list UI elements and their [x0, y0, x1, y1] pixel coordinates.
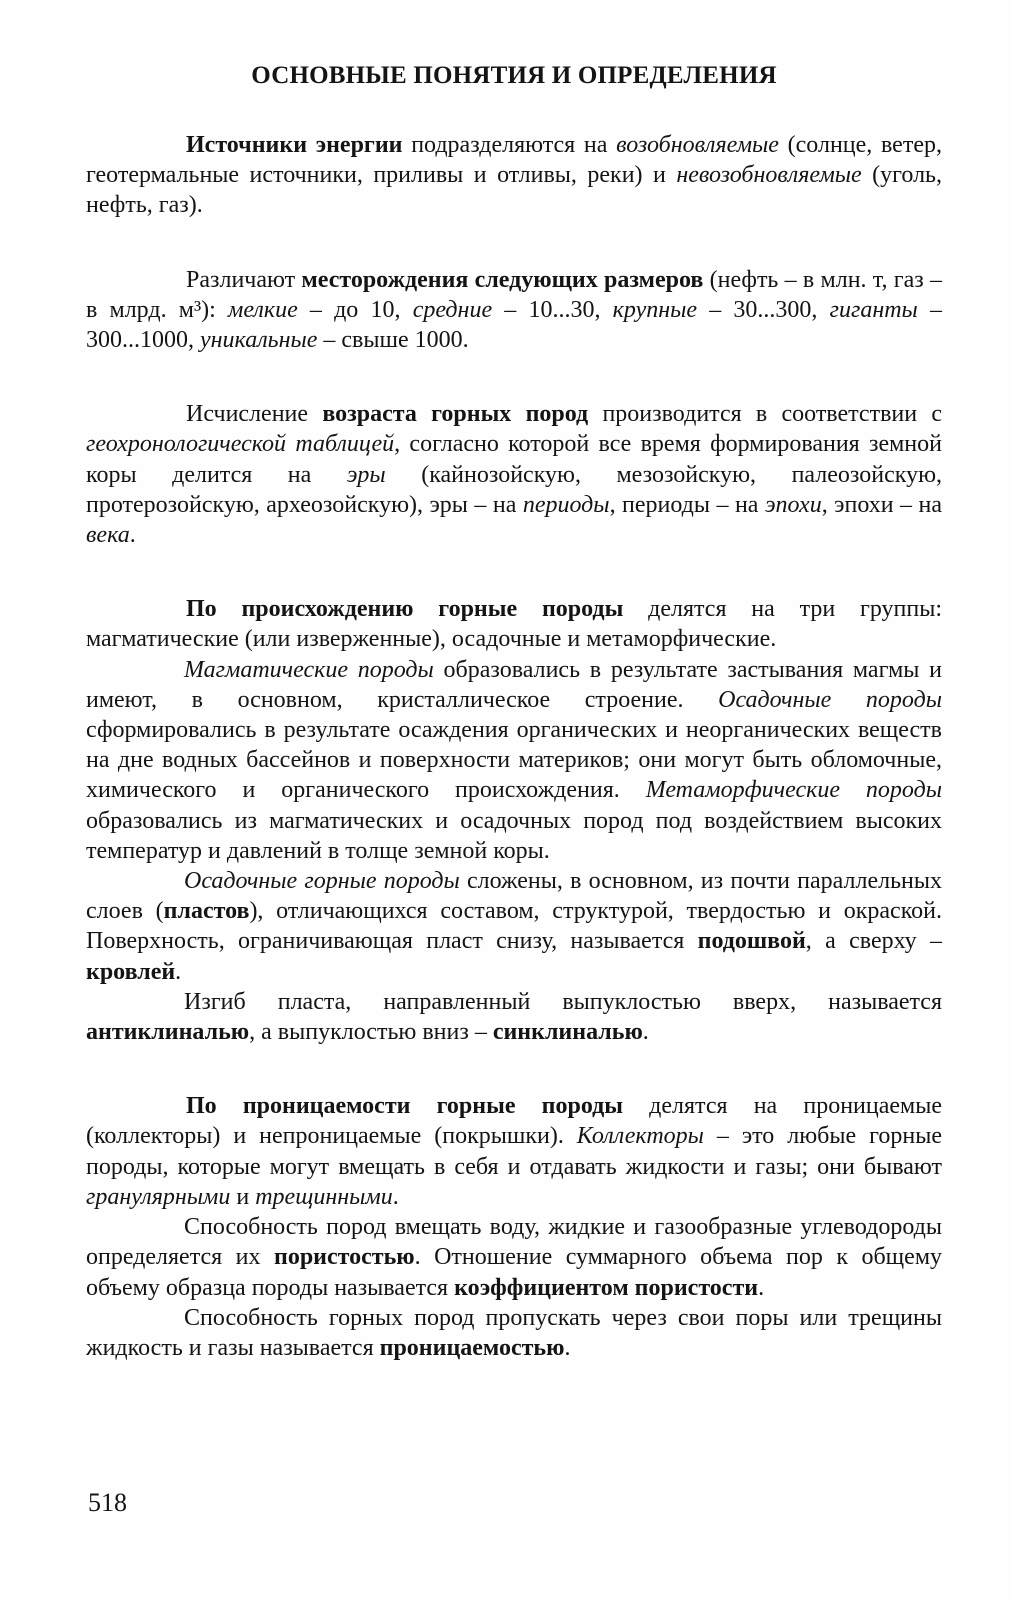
text-run: Различают	[186, 266, 302, 293]
paragraph-rock-age	[86, 399, 942, 550]
text-run: сложены, в основном, из почти параллельных слоев (	[86, 868, 942, 925]
term-bottom: подошвой	[697, 928, 806, 955]
term-energy-sources: Источники энергии	[186, 132, 403, 158]
text-run: – 30...300,	[697, 296, 830, 323]
term-porosity-coefficient: коэффициентом пористости	[454, 1274, 759, 1301]
term-nonrenewable: невозобновляемые	[676, 162, 862, 189]
section-permeability	[86, 1091, 942, 1363]
term-sedimentary: Осадочные породы	[718, 686, 942, 713]
page-number: 518	[88, 1488, 127, 1517]
text-run: образовались в результате застывания магмы и имеют, в основном, кристаллическое строение.	[86, 656, 943, 713]
page-content	[86, 62, 942, 1407]
term-rock-age: возраста горных пород	[322, 401, 589, 428]
text-run: Исчисление	[186, 401, 323, 428]
section-rock-age	[86, 399, 942, 550]
term-small: мелкие	[228, 296, 298, 323]
term-medium: средние	[412, 296, 493, 323]
term-deposit-sizes: месторождения следующих размеров	[301, 266, 704, 293]
text-run: , а выпуклостью вниз –	[249, 1019, 493, 1046]
text-run: (нефть – в млн. т, газ – в млрд. м³):	[86, 266, 943, 323]
term-metamorphic: Метаморфические породы	[645, 777, 942, 804]
term-magmatic: Магматические породы	[184, 656, 434, 683]
paragraph-layers	[86, 866, 942, 987]
paragraph-folds	[86, 987, 942, 1047]
paragraph-rock-origin	[86, 594, 942, 654]
text-run: – это любые горные породы, которые могут вмещать в себя и отдавать жидкости и газы; они бывают	[86, 1123, 942, 1180]
term-epochs: эпохи	[764, 491, 822, 518]
term-sedimentary-rocks: Осадочные горные породы	[184, 868, 460, 895]
text-run: образовались из магматических и осадочных пород под воздействием высоких температур и давлений в толще земной коры.	[86, 807, 942, 864]
text-run: сформировались в результате осаждения органических и неорганических веществ на дне водных бассейнов и поверхности материков; они могут быть обломочные, химического и органического происхождения.	[86, 717, 942, 804]
page-title: ОСНОВНЫЕ ПОНЯТИЯ И ОПРЕДЕЛЕНИЯ	[251, 62, 777, 89]
term-geochronological-table: геохронологической таблицей	[86, 431, 395, 458]
text-run: , а сверху –	[805, 928, 943, 955]
text-run: и	[230, 1183, 256, 1210]
text-run: , эпохи – на	[821, 491, 943, 518]
term-anticline: антиклиналью	[86, 1019, 250, 1046]
paragraph-porosity	[86, 1212, 942, 1303]
text-run: – свыше 1000.	[317, 327, 469, 354]
text-run: ), отличающихся составом, структурой, твердостью и окраской. Поверхность, ограничивающая пласт снизу, называется	[86, 898, 942, 955]
text-run: делятся на проницаемые (коллекторы) и непроницаемые (покрышки).	[86, 1093, 942, 1150]
paragraph-permeability	[86, 1091, 942, 1212]
text-run: , согласно которой все время формирования земной коры делится на	[86, 431, 942, 488]
text-run: делятся на три группы: магматические (или изверженные), осадочные и метаморфические.	[86, 596, 943, 653]
text-run: (солнце, ветер, геотермальные источники, приливы и отливы, реки) и	[86, 132, 942, 189]
text-run: производится в соответствии с	[588, 401, 943, 428]
term-renewable: возобновляемые	[616, 132, 779, 158]
text-run: .	[642, 1019, 649, 1046]
term-by-permeability: По проницаемости горные породы	[186, 1093, 624, 1120]
text-run: .	[392, 1183, 399, 1210]
paragraph-permeability-definition	[86, 1303, 942, 1363]
text-run: – 10...30,	[492, 296, 613, 323]
term-periods: периоды	[522, 491, 610, 518]
text-run: – 300...1000,	[86, 296, 942, 354]
term-ages: века	[86, 522, 130, 549]
term-porosity: пористостью	[274, 1244, 415, 1271]
text-run: , периоды – на	[609, 491, 765, 518]
section-deposit-sizes	[86, 265, 942, 356]
term-granular: гранулярными	[86, 1183, 231, 1210]
text-run: .	[758, 1274, 765, 1301]
text-run: .	[175, 958, 182, 985]
term-large: крупные	[612, 296, 698, 323]
paragraph-rock-types	[86, 655, 942, 866]
text-run: (кайнозойскую, мезозойскую, палеозойскую, протерозойскую, археозойскую), эры – на	[86, 461, 942, 518]
term-permeability: проницаемостью	[379, 1334, 565, 1361]
text-run: – до 10,	[297, 296, 413, 323]
text-run: Способность пород вмещать воду, жидкие и газообразные углеводороды определяется их	[86, 1214, 942, 1271]
text-run: .	[564, 1334, 571, 1361]
section-rock-origin	[86, 594, 942, 1047]
text-run: Способность горных пород пропускать через свои поры или трещины жидкость и газы называется	[86, 1304, 942, 1361]
term-syncline: синклиналью	[492, 1019, 643, 1046]
term-roof: кровлей	[86, 958, 176, 985]
term-collectors: Коллекторы	[576, 1123, 704, 1150]
term-eras: эры	[346, 461, 386, 488]
term-layers: пластов	[163, 898, 250, 925]
term-by-origin: По происхождению горные породы	[186, 596, 624, 623]
text-run: . Отношение суммарного объема пор к общему объему образца породы называется	[86, 1244, 942, 1301]
paragraph-energy-sources	[86, 130, 942, 221]
text-run: подразделяются на	[402, 132, 617, 158]
paragraph-deposit-sizes	[86, 265, 942, 356]
text-run: .	[129, 522, 136, 549]
section-energy-sources	[86, 130, 942, 221]
text-run: Изгиб пласта, направленный выпуклостью вверх, называется	[184, 988, 942, 1015]
text-run: (уголь, нефть, газ).	[86, 162, 942, 219]
term-unique: уникальные	[200, 327, 318, 354]
term-fractured: трещинными	[255, 1183, 393, 1210]
term-giant: гиганты	[829, 296, 918, 323]
